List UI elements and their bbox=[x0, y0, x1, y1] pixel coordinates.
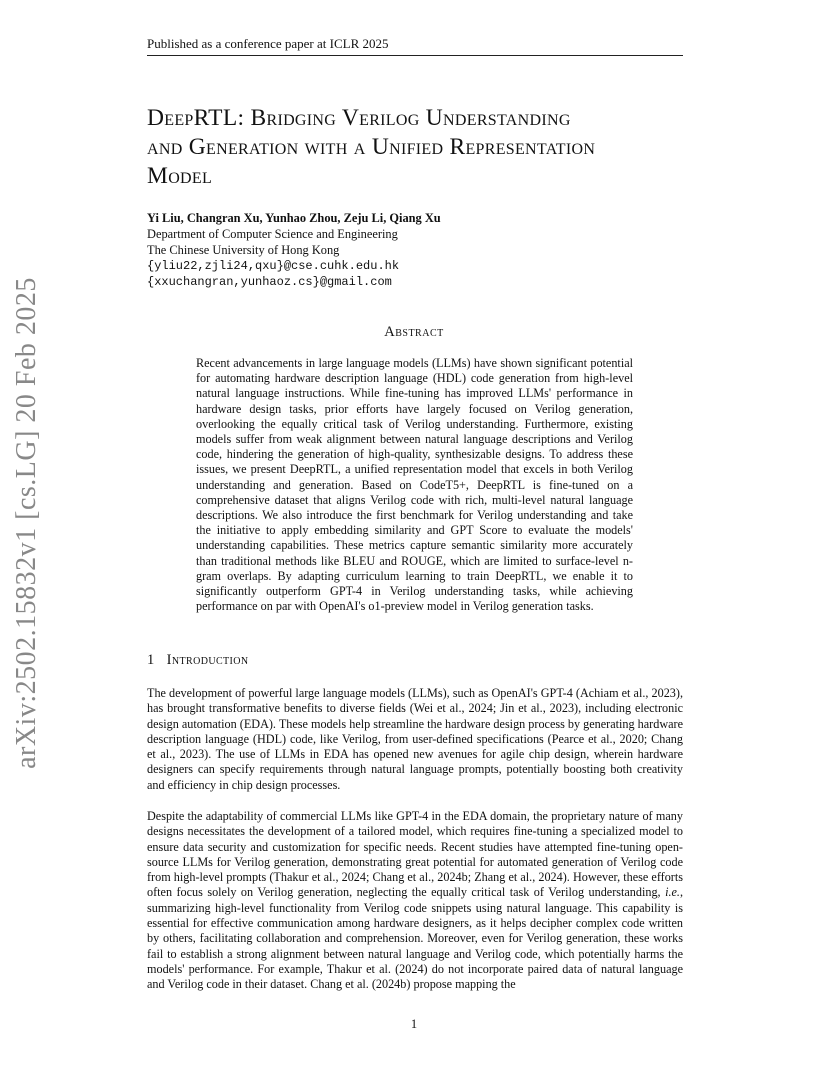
abstract-heading: Abstract bbox=[384, 324, 444, 340]
affiliation-univ: The Chinese University of Hong Kong bbox=[147, 243, 340, 257]
intro-paragraph-2-part-b: , summarizing high-level functionality from Verilog code snippets using natural language. This capability is essential for effective communication among hardware designers, as it helps decipher complex code written by others, facilitating collaboration and comprehension. Moreover, even for Verilog generation, these works fail to establish a strong alignment between natural language and Verilog code, which potentially harms the models' performance. For example, Thakur et al. (2024) do not incorporate paired data of natural language and Verilog code in their dataset. Chang et al. (2024b) propose mapping the bbox=[147, 885, 683, 992]
intro-paragraph-2 bbox=[147, 809, 683, 993]
intro-paragraph-1: The development of powerful large language models (LLMs), such as OpenAI's GPT-4 (Achiam et al., 2023), has brought transformative benefits to diverse fields (Wei et al., 2024; Jin et al., 2023), including electronic design automation (EDA). These models help streamline the hardware design process by generating hardware description language (HDL) code, like Verilog, from user-defined specifications (Pearce et al., 2020; Chang et al., 2023). The use of LLMs in EDA has opened new avenues for agile chip design, wherein hardware designers can specify requirements through natural language prompts, potentially boosting both creativity and efficiency in chip design processes. bbox=[147, 686, 683, 792]
arxiv-stamp-text: arXiv:2502.15832v1 [cs.LG] 20 Feb 2025 bbox=[11, 277, 42, 769]
arxiv-stamp bbox=[0, 277, 54, 769]
email-line-2: {xxuchangran,yunhaoz.cs}@gmail.com bbox=[147, 275, 392, 289]
paper-title bbox=[147, 104, 687, 191]
author-block bbox=[147, 210, 687, 290]
affiliation-dept: Department of Computer Science and Engineering bbox=[147, 227, 398, 241]
email-line-1: {yliu22,zjli24,qxu}@cse.cuhk.edu.hk bbox=[147, 259, 400, 273]
abstract-body: Recent advancements in large language models (LLMs) have shown significant potential for automating hardware description language (HDL) code generation from high-level natural language instructions. While fine-tuning has improved LLMs' performance in hardware design tasks, prior efforts have largely focused on Verilog generation, overlooking the equally critical task of Verilog understanding. Furthermore, existing models suffer from weak alignment between natural language descriptions and Verilog code, hindering the generation of high-quality, synthesizable designs. To address these issues, we present DeepRTL, a unified representation model that excels in both Verilog understanding and generation. Based on CodeT5+, DeepRTL is fine-tuned on a comprehensive dataset that aligns Verilog code with rich, multi-level natural language descriptions. We also introduce the first benchmark for Verilog understanding and take the initiative to apply embedding similarity and GPT Score to evaluate the models' understanding capabilities. These metrics capture semantic similarity more accurately than traditional methods like BLEU and ROUGE, which are limited to surface-level n-gram overlaps. By adapting curriculum learning to train DeepRTL, we enable it to significantly outperform GPT-4 in Verilog understanding tasks, while achieving performance on par with OpenAI's o1-preview model in Verilog generation tasks. bbox=[196, 356, 633, 614]
section-heading bbox=[147, 652, 249, 669]
author-names: Yi Liu, Changran Xu, Yunhao Zhou, Zeju Li, Qiang Xu bbox=[147, 211, 441, 225]
ie-abbreviation: i.e. bbox=[665, 885, 680, 900]
page-number: 1 bbox=[410, 1017, 418, 1031]
section-title: Introduction bbox=[166, 652, 249, 668]
section-number: 1 bbox=[147, 652, 155, 668]
title-line-1: DeepRTL: Bridging Verilog Understanding bbox=[147, 105, 571, 131]
intro-paragraph-2-part-a: Despite the adaptability of commercial LLMs like GPT-4 in the EDA domain, the proprietary nature of many designs necessitates the development of a tailored model, which requires fine-tuning a specialized model to ensure data security and customization for specific needs. Recent studies have attempted fine-tuning open-source LLMs for Verilog generation, demonstrating great potential for automated generation of Verilog code from high-level prompts (Thakur et al., 2024; Chang et al., 2024b; Zhang et al., 2024). However, these efforts often focus solely on Verilog generation, neglecting the equally critical task of Verilog understanding, bbox=[147, 809, 683, 900]
running-header: Published as a conference paper at ICLR 2025 bbox=[147, 36, 683, 56]
title-line-2: and Generation with a Unified Representation bbox=[147, 134, 596, 160]
title-line-3: Model bbox=[147, 163, 213, 189]
